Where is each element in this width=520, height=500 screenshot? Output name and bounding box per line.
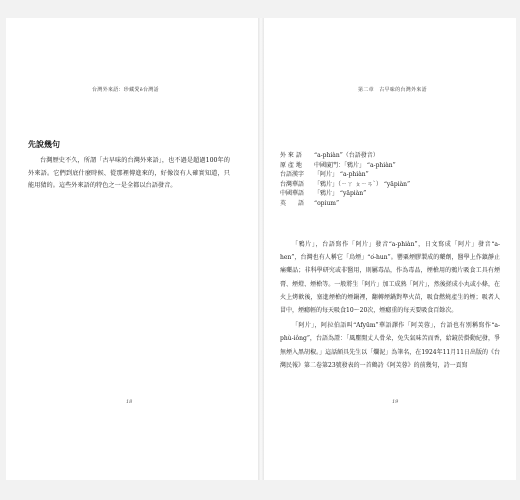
definition-label: 台語漢字: [280, 171, 305, 179]
paragraph: 台灣歷史不久，所謂「古早味的台灣外來語」，也不過是超過100年的外來語。它們到底什麼時候、從那裡傳進來的，好像沒有人確實知道，只能用猜的。這些外來語的特色之一是全都以台語發音。: [28, 157, 230, 189]
definition-label: 原 產 地: [280, 161, 302, 169]
running-head: 台灣外來語：珍藏愛ê台灣話: [92, 87, 159, 93]
definition-row: [280, 180, 500, 190]
definition-list: [280, 151, 500, 209]
definition-label: 台灣華語: [280, 180, 305, 188]
definition-label: 英 語: [280, 199, 305, 207]
definition-value: 「鴉片」 “yāpiàn”: [314, 190, 367, 198]
definition-row: [280, 170, 500, 180]
right-page: [264, 18, 516, 480]
definition-row: [280, 151, 500, 161]
definition-row: [280, 199, 500, 209]
body-text: [280, 238, 500, 372]
definition-value: “a-phiàn”（台語發音）: [314, 152, 379, 159]
definition-value: 「阿片」 “a-phiàn”: [314, 171, 369, 179]
section-title: 先說幾句: [28, 140, 60, 149]
definition-label: 中國華語: [280, 190, 305, 198]
body-text: [28, 155, 230, 193]
definition-row: [280, 189, 500, 199]
definition-value: 「鴉片」（ㄧㄚ ㄆㄧㄢˋ） “yāpiàn”: [314, 180, 411, 188]
left-page: [6, 18, 258, 480]
paragraph: 「阿片」，阿拉伯語叫“Afyūm”華語譯作「阿芙蓉」，台語也有別稱寫作“a-phù-iông”，台語為證：「風塵閒丈人骨朵，免失氣味苦而香，給鏡於掛動紀發，爭無煙入黑胡椒。」這話頗具先生以「爛泥」為筆名，在1924年11月11日出版的《台灣民報》第二卷第23號發表的一首鶴詩《阿芙蓉》的前幾句，詩一貢寫: [280, 322, 500, 369]
page-number: 19: [392, 399, 399, 405]
definition-value: 中國廈門：「鴉片」 “a-phiàn”: [314, 161, 396, 169]
paragraph: 「鴉片」，台語寫作「阿片」發音“a-phiàn”，日文寫成「阿片」發音“a-hen”，台灣也有人稱它「烏煙」“o͘-hun”。罌粟煙膠製成的藥劑，醫學上作鎮靜止痛藥品；非科學研究或非醫用，則屬毒品，作為毒品，煙槍用的鴉片吸食工具有煙膏、煙燈、煙槍等。一般將生「阿片」加工成熟「阿片」，然後搓成小丸或小條，在火上烤軟後，塞進煙槍的煙鍋裡，翻轉煙鍋對準火苗，吸食燃燒產生的煙；吸者人冒中，煙癮輕的每天吸食10～20次，煙癮重的每天要吸食百餘次。: [280, 241, 500, 315]
definition-value: “opium”: [314, 199, 340, 207]
definition-row: [280, 161, 500, 171]
definition-label: 外 來 語: [280, 152, 302, 159]
page-number: 18: [126, 399, 133, 405]
running-head: 第二章 古早味的台灣外來語: [358, 87, 427, 93]
